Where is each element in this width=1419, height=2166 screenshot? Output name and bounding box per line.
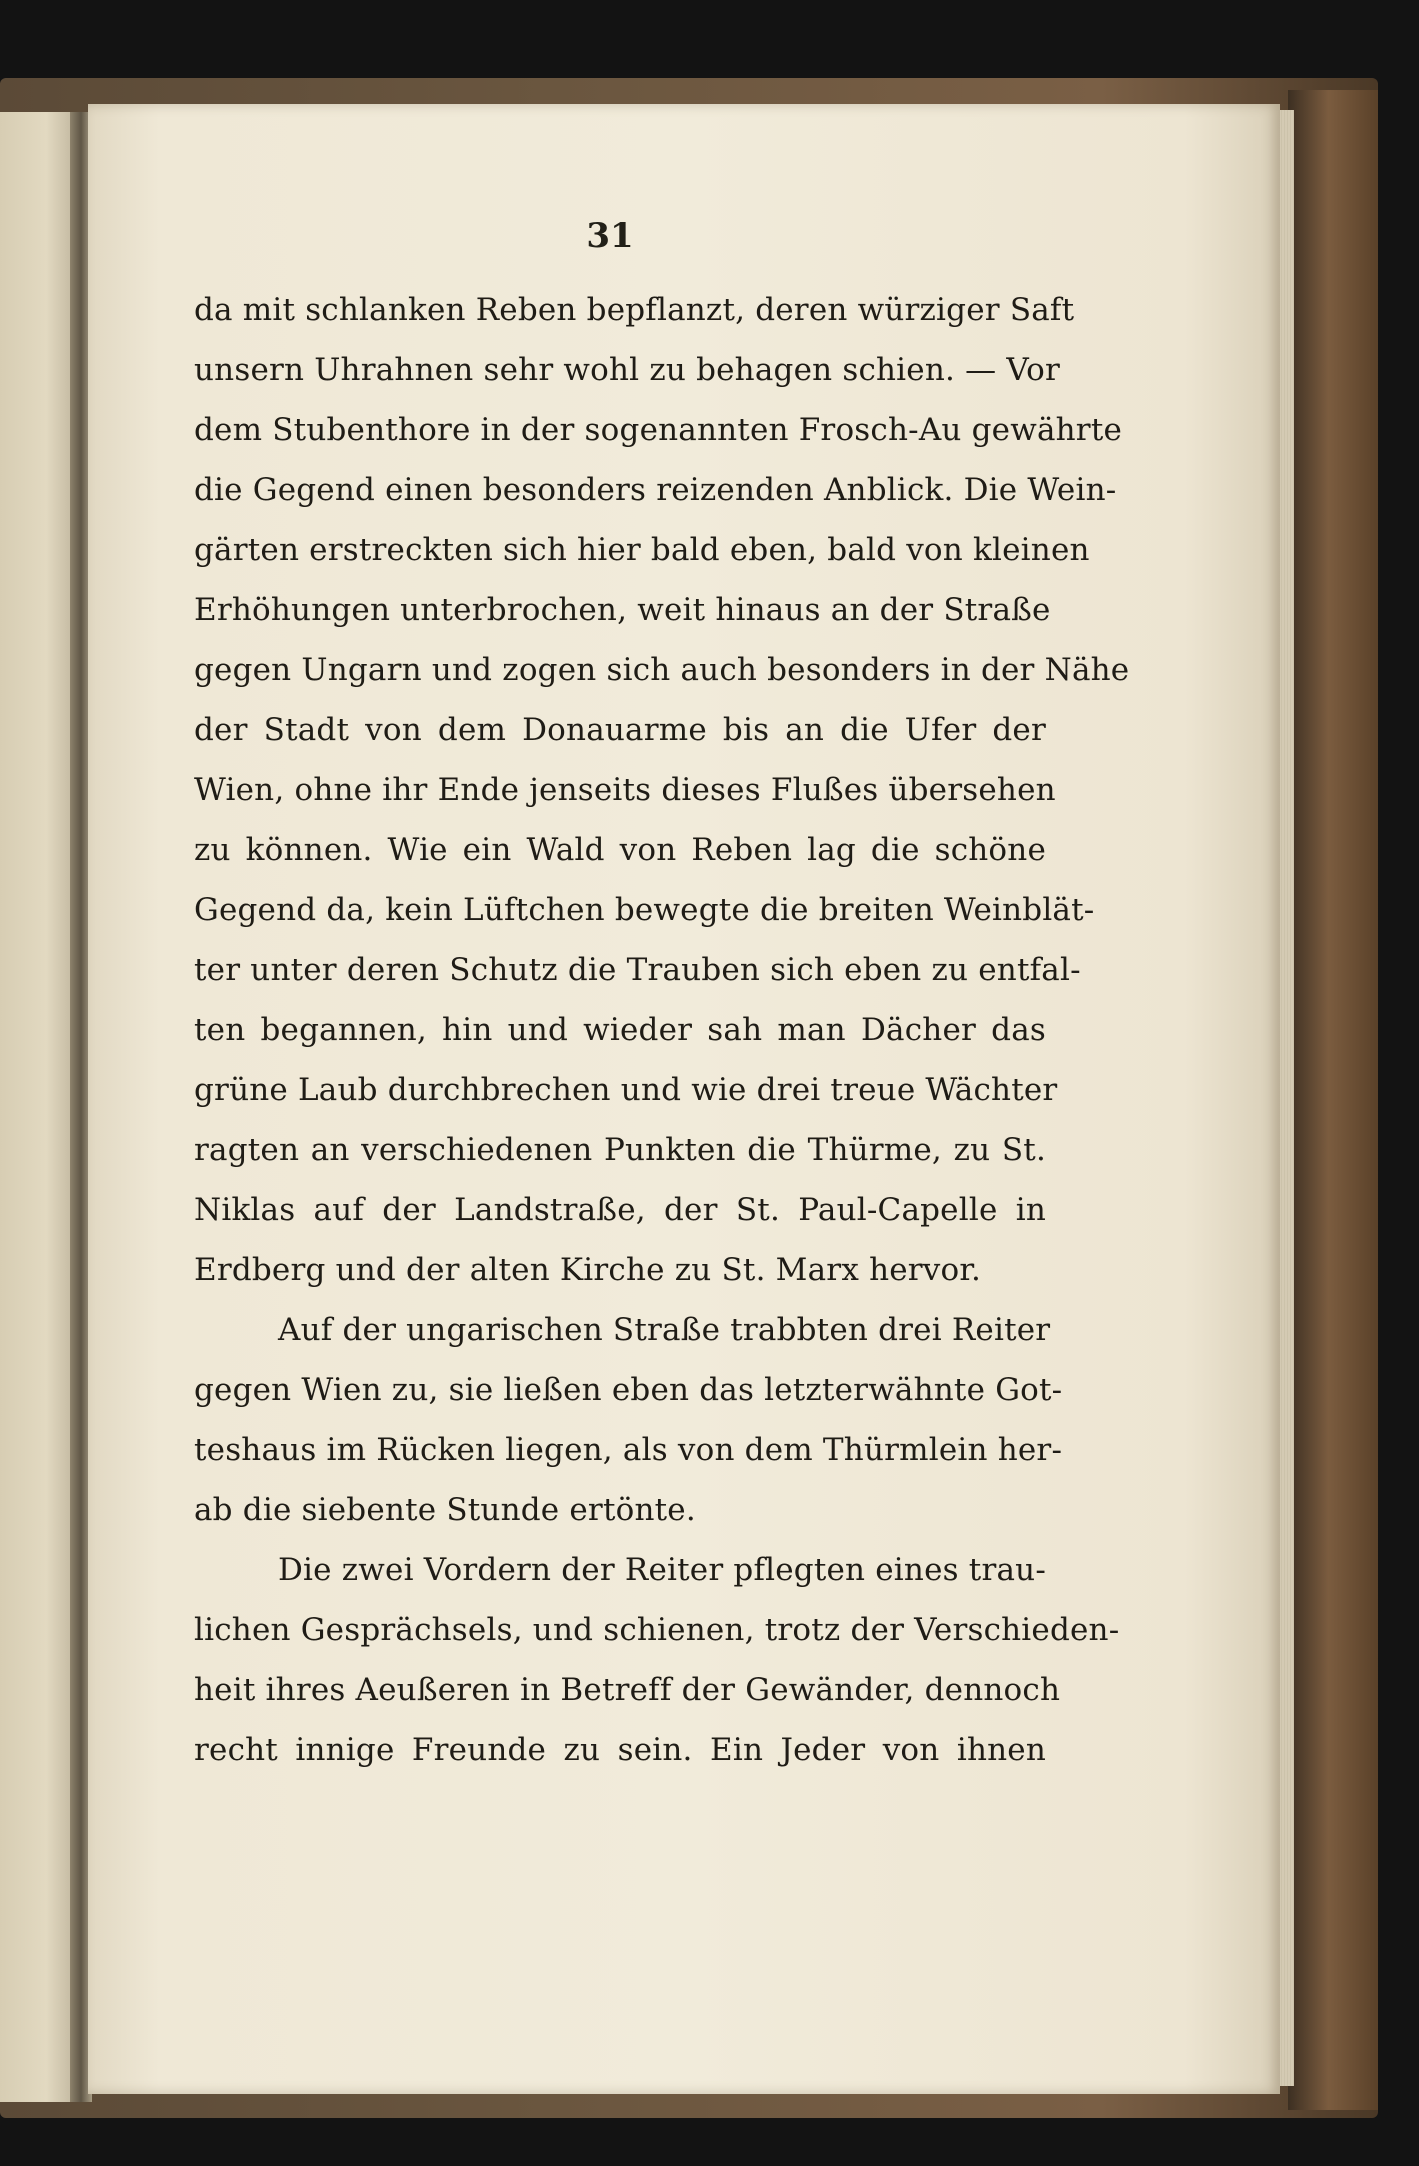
text-line: da mit schlanken Reben bepflanzt, deren würziger Saft <box>194 292 1075 328</box>
text-line: gärten erstreckten sich hier bald eben, bald von kleinen <box>194 532 1090 568</box>
cover-edge <box>1288 90 1378 2110</box>
page-number: 31 <box>586 216 634 256</box>
text-line: die Gegend einen besonders reizenden Anblick. Die Wein- <box>194 472 1117 508</box>
text-line: zu können. Wie ein Wald von Reben lag die schöne <box>194 832 1046 868</box>
text-line: Gegend da, kein Lüftchen bewegte die breiten Weinblät- <box>194 892 1095 928</box>
text-line: recht innige Freunde zu sein. Ein Jeder von ihnen <box>194 1732 1046 1768</box>
text-line: ragten an verschiedenen Punkten die Thürme, zu St. <box>194 1132 1046 1168</box>
text-line: Erhöhungen unterbrochen, weit hinaus an der Straße <box>194 592 1051 628</box>
text-line: grüne Laub durchbrechen und wie drei treue Wächter <box>194 1072 1058 1108</box>
text-line: ter unter deren Schutz die Trauben sich eben zu entfal- <box>194 952 1081 988</box>
text-line: Niklas auf der Landstraße, der St. Paul-Capelle in <box>194 1192 1046 1228</box>
text-line: Die zwei Vordern der Reiter pflegten eines trau- <box>278 1552 1046 1588</box>
text-line: ten begannen, hin und wieder sah man Dächer das <box>194 1012 1046 1048</box>
text-line: dem Stubenthore in der sogenannten Frosch-Au gewährte <box>194 412 1123 448</box>
text-line: gegen Ungarn und zogen sich auch besonders in der Nähe <box>194 652 1130 688</box>
text-line: ab die siebente Stunde ertönte. <box>194 1492 696 1528</box>
text-line: teshaus im Rücken liegen, als von dem Thürmlein her- <box>194 1432 1063 1468</box>
text-line: lichen Gesprächsels, und schienen, trotz der Verschieden- <box>194 1612 1120 1648</box>
text-line: Erdberg und der alten Kirche zu St. Marx hervor. <box>194 1252 982 1288</box>
text-line: Wien, ohne ihr Ende jenseits dieses Flußes übersehen <box>194 772 1056 808</box>
text-line: unsern Uhrahnen sehr wohl zu behagen schien. — Vor <box>194 352 1060 388</box>
page-text <box>194 280 1130 1780</box>
text-line: Auf der ungarischen Straße trabbten drei Reiter <box>278 1312 1051 1348</box>
text-line: der Stadt von dem Donauarme bis an die Ufer der <box>194 712 1046 748</box>
text-line: heit ihres Aeußeren in Betreff der Gewänder, dennoch <box>194 1672 1061 1708</box>
text-line: gegen Wien zu, sie ließen eben das letzterwähnte Got- <box>194 1372 1063 1408</box>
page-edges <box>1280 110 1294 2086</box>
